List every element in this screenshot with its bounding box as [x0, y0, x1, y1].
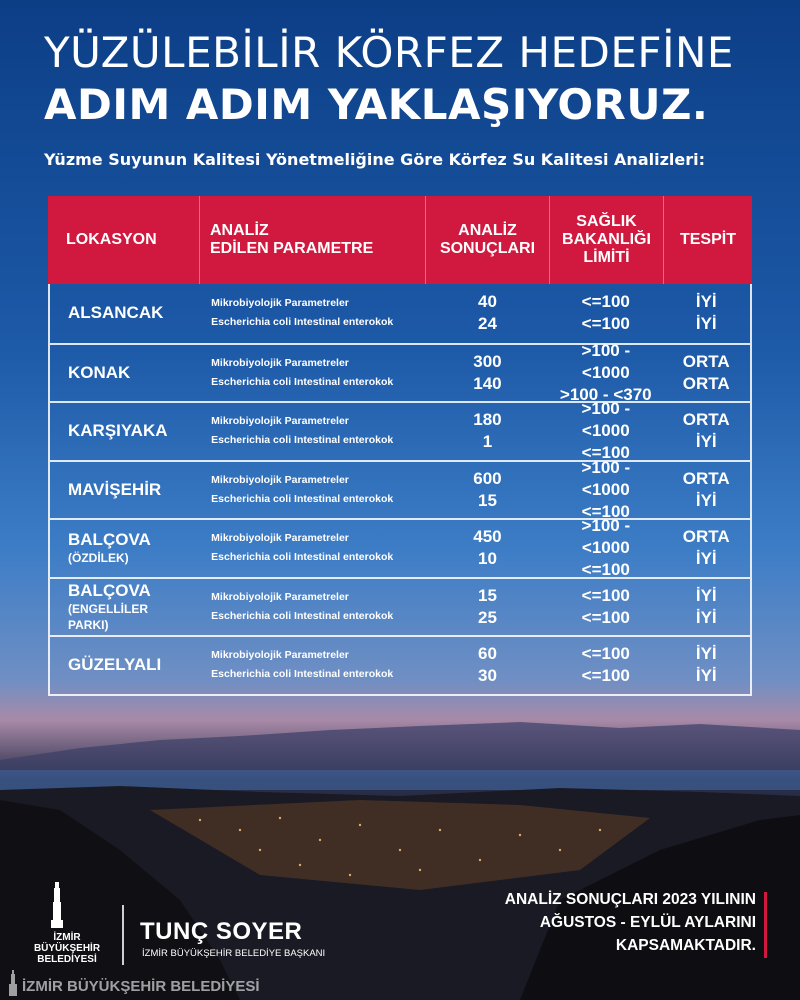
- finding-2: İYİ: [695, 490, 717, 510]
- result-2: 24: [477, 314, 497, 334]
- subtitle: Yüzme Suyunun Kalitesi Yönetmeliğine Göre Körfez Su Kalitesi Analizleri:: [44, 150, 705, 169]
- location-cell: [50, 403, 201, 460]
- finding-1: ORTA: [682, 410, 730, 430]
- location-cell: [50, 284, 201, 343]
- result-1: 450: [473, 527, 502, 547]
- mayor-name: TUNÇ SOYER: [140, 918, 303, 945]
- watermark: İZMİR BÜYÜKŞEHİR BELEDİYESİ: [22, 978, 260, 995]
- param-line1: Mikrobiyolojik Parametreler: [211, 590, 349, 603]
- finding-1: ORTA: [682, 468, 730, 488]
- param-line1: Mikrobiyolojik Parametreler: [211, 473, 349, 486]
- limit-2: >100 - <370: [559, 384, 652, 404]
- header-limit: SAĞLIK BAKANLIĞI LİMİTİ: [550, 196, 664, 284]
- table-row: [50, 340, 750, 404]
- parameter-cell: [201, 284, 426, 343]
- param-line2: Escherichia coli Intestinal enterokok: [211, 668, 394, 681]
- location-cell: [50, 637, 201, 694]
- limit-cell: [549, 340, 662, 404]
- limit-2: <=100: [581, 607, 630, 627]
- param-line2: Escherichia coli Intestinal enterokok: [211, 551, 394, 564]
- finding-2: ORTA: [682, 373, 730, 393]
- results-cell: [426, 520, 549, 577]
- limit-2: <=100: [581, 314, 630, 334]
- param-line2: Escherichia coli Intestinal enterokok: [211, 434, 394, 447]
- param-line2: Escherichia coli Intestinal enterokok: [211, 609, 394, 622]
- logo-text: İZMİR BÜYÜKŞEHİR BELEDİYESİ: [33, 932, 101, 965]
- table-row: [50, 284, 750, 343]
- limit-1: >100 - <1000: [581, 457, 631, 499]
- location-cell: [50, 579, 201, 636]
- result-1: 60: [477, 644, 497, 664]
- result-2: 140: [473, 373, 502, 393]
- finding-cell: [662, 403, 750, 460]
- watermark-tower-icon: [8, 970, 18, 996]
- limit-cell: [549, 637, 662, 694]
- results-cell: [426, 579, 549, 636]
- finding-1: İYİ: [695, 644, 717, 664]
- limit-cell: [549, 457, 662, 521]
- header-finding: TESPİT: [679, 231, 736, 248]
- limit-1: <=100: [581, 585, 630, 605]
- result-2: 15: [477, 490, 497, 510]
- clock-tower-icon: [50, 882, 64, 928]
- location-sub: (ÖZDİLEK): [68, 551, 129, 566]
- result-2: 10: [477, 549, 497, 569]
- table-header: [48, 196, 752, 284]
- finding-1: İYİ: [695, 585, 717, 605]
- location-name: ALSANCAK: [68, 303, 164, 323]
- table-row: [50, 635, 750, 694]
- limit-cell: [549, 399, 662, 463]
- headline-line2: ADIM ADIM YAKLAŞIYORUZ.: [44, 80, 709, 129]
- parameter-cell: [201, 579, 426, 636]
- footer-divider: [122, 905, 124, 965]
- finding-cell: [662, 520, 750, 577]
- table-row: [50, 577, 750, 636]
- table-row: [50, 457, 750, 521]
- location-name: MAVİŞEHİR: [68, 479, 162, 499]
- param-line1: Mikrobiyolojik Parametreler: [211, 532, 349, 545]
- location-name: BALÇOVA: [68, 580, 151, 600]
- location-sub: (ENGELLİLER PARKI): [68, 601, 148, 632]
- finding-cell: [662, 345, 750, 402]
- water-quality-table: [48, 196, 752, 696]
- limit-cell: [549, 579, 662, 636]
- table-body: [48, 284, 752, 696]
- finding-1: ORTA: [682, 351, 730, 371]
- results-cell: [426, 403, 549, 460]
- location-cell: [50, 520, 201, 577]
- limit-1: >100 - <1000: [581, 399, 631, 441]
- finding-2: İYİ: [695, 314, 717, 334]
- param-line2: Escherichia coli Intestinal enterokok: [211, 375, 394, 388]
- result-2: 30: [477, 666, 497, 686]
- finding-cell: [662, 284, 750, 343]
- limit-1: <=100: [581, 292, 630, 312]
- finding-2: İYİ: [695, 432, 717, 452]
- limit-2: <=100: [581, 501, 630, 521]
- result-1: 180: [473, 410, 502, 430]
- result-1: 300: [473, 351, 502, 371]
- result-2: 1: [482, 432, 493, 452]
- location-name: KONAK: [68, 362, 131, 382]
- header-location: LOKASYON: [48, 196, 200, 284]
- finding-cell: [662, 637, 750, 694]
- finding-cell: [662, 579, 750, 636]
- footer-note: ANALİZ SONUÇLARI 2023 YILININ AĞUSTOS - EYLÜL AYLARINI KAPSAMAKTADIR.: [504, 891, 756, 954]
- limit-1: >100 - <1000: [581, 516, 631, 558]
- parameter-cell: [201, 462, 426, 519]
- header-results: ANALİZ SONUÇLARI: [426, 196, 550, 284]
- headline-line1: YÜZÜLEBİLİR KÖRFEZ HEDEFİNE: [44, 28, 734, 77]
- location-name: KARŞIYAKA: [68, 421, 168, 441]
- header-parameter: ANALİZ EDİLEN PARAMETRE: [200, 196, 426, 284]
- table-row: [50, 516, 750, 580]
- limit-2: <=100: [581, 666, 630, 686]
- limit-cell: [549, 516, 662, 580]
- parameter-cell: [201, 403, 426, 460]
- finding-cell: [662, 462, 750, 519]
- param-line1: Mikrobiyolojik Parametreler: [211, 649, 349, 662]
- parameter-cell: [201, 520, 426, 577]
- limit-1: >100 - <1000: [581, 340, 631, 382]
- limit-2: <=100: [581, 443, 630, 463]
- location-cell: [50, 462, 201, 519]
- finding-2: İYİ: [695, 549, 717, 569]
- finding-1: İYİ: [695, 292, 717, 312]
- footer-accent-bar: [764, 892, 767, 958]
- results-cell: [426, 345, 549, 402]
- limit-cell: [549, 284, 662, 343]
- param-line1: Mikrobiyolojik Parametreler: [211, 356, 349, 369]
- location-cell: [50, 345, 201, 402]
- param-line2: Escherichia coli Intestinal enterokok: [211, 316, 394, 329]
- mayor-title: İZMİR BÜYÜKŞEHİR BELEDİYE BAŞKANI: [142, 948, 326, 959]
- results-cell: [426, 462, 549, 519]
- location-name: BALÇOVA: [68, 530, 151, 550]
- finding-2: İYİ: [695, 666, 717, 686]
- param-line2: Escherichia coli Intestinal enterokok: [211, 492, 394, 505]
- results-cell: [426, 637, 549, 694]
- limit-1: <=100: [581, 644, 630, 664]
- result-1: 40: [477, 292, 497, 312]
- result-2: 25: [477, 607, 497, 627]
- municipality-logo: [22, 882, 112, 972]
- finding-1: ORTA: [682, 527, 730, 547]
- result-1: 600: [473, 468, 502, 488]
- table-row: [50, 399, 750, 463]
- param-line1: Mikrobiyolojik Parametreler: [211, 415, 349, 428]
- location-name: GÜZELYALI: [68, 655, 162, 675]
- limit-2: <=100: [581, 560, 630, 580]
- parameter-cell: [201, 345, 426, 402]
- finding-2: İYİ: [695, 607, 717, 627]
- result-1: 15: [477, 585, 497, 605]
- parameter-cell: [201, 637, 426, 694]
- results-cell: [426, 284, 549, 343]
- param-line1: Mikrobiyolojik Parametreler: [211, 297, 349, 310]
